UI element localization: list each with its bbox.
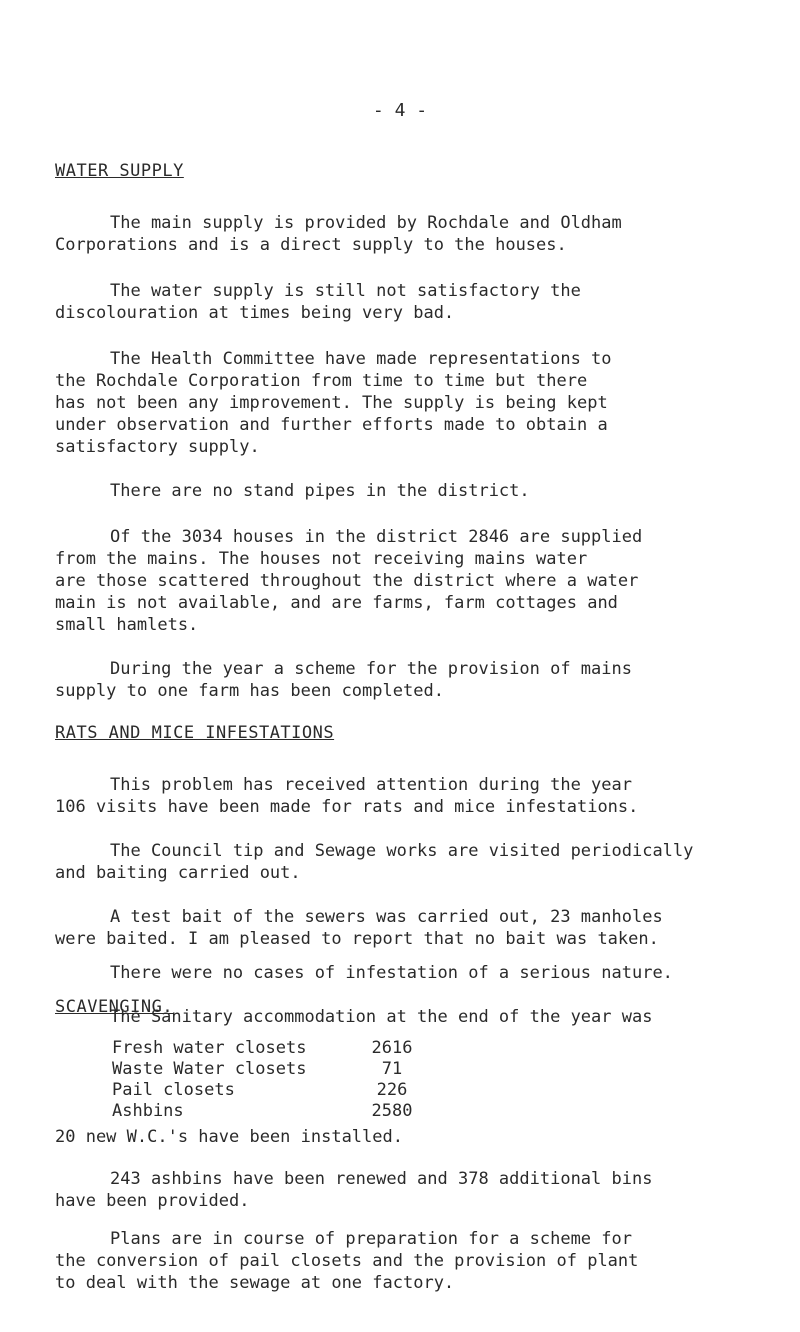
rats-mice-heading: RATS AND MICE INFESTATIONS	[55, 723, 335, 743]
table-row	[112, 1101, 432, 1122]
scavenging-paragraph: Plans are in course of preparation for a scheme for the conversion of pail closets and the provision of plant to deal with the sewage at one factory.	[55, 1229, 639, 1293]
table-cell-label: Waste Water closets	[112, 1059, 307, 1079]
scavenging-paragraph: 243 ashbins have been renewed and 378 additional bins have been provided.	[55, 1169, 653, 1211]
table-row	[112, 1080, 432, 1101]
water-supply-paragraph: The main supply is provided by Rochdale and Oldham Corporations and is a direct supply to the houses.	[55, 213, 622, 255]
table-cell-label: Ashbins	[112, 1101, 184, 1121]
table-cell-count: 2580	[371, 1101, 413, 1121]
water-supply-paragraph: The water supply is still not satisfactory the discolouration at times being very bad.	[55, 281, 581, 323]
scavenging-intro: The Sanitary accommodation at the end of the year was	[110, 1007, 653, 1027]
water-supply-paragraph: There are no stand pipes in the district.	[110, 481, 530, 501]
table-cell-count: 2616	[371, 1038, 413, 1058]
rats-mice-paragraph: This problem has received attention during the year 106 visits have been made for rats and mice infestations.	[55, 775, 639, 817]
water-supply-paragraph: The Health Committee have made representations to the Rochdale Corporation from time to time but there has not been any improvement. The supply is being kept under observation and further efforts made to obtain a satisfactory supply.	[55, 349, 612, 457]
scavenging-heading: SCAVENGING.	[55, 997, 174, 1017]
water-supply-heading: WATER SUPPLY	[55, 161, 184, 181]
table-cell-label: Fresh water closets	[112, 1038, 307, 1058]
rats-mice-paragraph: There were no cases of infestation of a serious nature.	[110, 963, 673, 983]
table-cell-count: 71	[381, 1059, 403, 1079]
page-number: - 4 -	[372, 100, 428, 121]
scavenging-paragraph: 20 new W.C.'s have been installed.	[55, 1127, 403, 1147]
sanitary-accommodation-table	[112, 1038, 432, 1122]
table-cell-label: Pail closets	[112, 1080, 235, 1100]
table-row	[112, 1038, 432, 1059]
table-row	[112, 1059, 432, 1080]
water-supply-paragraph: During the year a scheme for the provision of mains supply to one farm has been completed.	[55, 659, 632, 701]
water-supply-paragraph: Of the 3034 houses in the district 2846 are supplied from the mains. The houses not receiving mains water are those scattered throughout the district where a water main is not available, and are farms, farm cottages and small hamlets.	[55, 527, 643, 635]
table-cell-count: 226	[376, 1080, 408, 1100]
rats-mice-paragraph: The Council tip and Sewage works are visited periodically and baiting carried out.	[55, 841, 694, 883]
rats-mice-paragraph: A test bait of the sewers was carried out, 23 manholes were baited. I am pleased to report that no bait was taken.	[55, 907, 663, 949]
